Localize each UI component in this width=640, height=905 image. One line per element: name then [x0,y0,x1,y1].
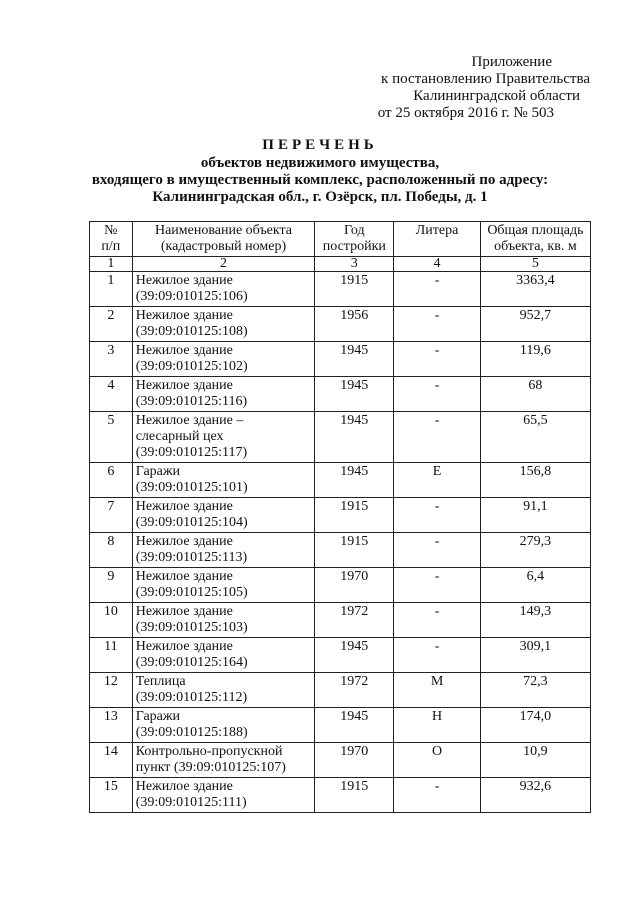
row-year: 1945 [315,708,394,743]
row-number: 14 [90,743,133,778]
header-number-line: п/п [101,239,121,254]
row-name-line: Нежилое здание [135,569,233,584]
row-name [132,412,315,463]
row-name [132,533,315,568]
title-heading: ПЕРЕЧЕНЬ [262,137,378,153]
row-name [132,307,315,342]
row-area: 279,3 [480,533,590,568]
row-number: 12 [90,673,133,708]
row-area: 156,8 [480,463,590,498]
row-area: 932,6 [480,778,590,813]
row-litera: Н [394,708,480,743]
row-year: 1915 [315,498,394,533]
row-number: 13 [90,708,133,743]
column-number: 3 [315,257,394,272]
header-year-line: Год [344,223,365,238]
row-name-line: Гаражи [135,709,181,724]
row-area: 6,4 [480,568,590,603]
row-name [132,708,315,743]
row-litera: - [394,638,480,673]
row-name-line: Нежилое здание – [135,413,244,428]
row-name [132,778,315,813]
table-row [90,412,591,463]
header-name [132,222,315,257]
row-name-line: слесарный цех [135,429,224,444]
row-number: 15 [90,778,133,813]
row-number: 6 [90,463,133,498]
row-area: 10,9 [480,743,590,778]
header-number [90,222,133,257]
row-name-line: (39:09:010125:108) [135,324,248,339]
header-area-line: объекта, кв. м [494,239,577,254]
row-name-line: Нежилое здание [135,779,233,794]
header-number-line: № [104,223,118,238]
row-name-line: (39:09:010125:112) [135,690,248,705]
column-number: 5 [480,257,590,272]
row-name-line: (39:09:010125:113) [135,550,248,565]
column-number: 4 [394,257,480,272]
row-year: 1915 [315,272,394,307]
row-name-line: пункт (39:09:010125:107) [135,760,286,775]
row-area: 174,0 [480,708,590,743]
table-row [90,638,591,673]
table-row [90,498,591,533]
row-name-line: (39:09:010125:164) [135,655,248,670]
row-name-line: (39:09:010125:116) [135,394,248,409]
row-name [132,377,315,412]
row-name-line: Нежилое здание [135,273,233,288]
header-area [480,222,590,257]
row-area: 91,1 [480,498,590,533]
row-name-line: (39:09:010125:103) [135,620,248,635]
row-litera: - [394,272,480,307]
row-name [132,272,315,307]
row-number: 11 [90,638,133,673]
row-year: 1956 [315,307,394,342]
appendix-date-line: от 25 октября 2016 г. № 503 [377,105,554,121]
row-number: 5 [90,412,133,463]
appendix-block [330,54,590,122]
row-name [132,568,315,603]
row-area: 309,1 [480,638,590,673]
row-year: 1972 [315,603,394,638]
appendix-label: Приложение [471,54,552,70]
column-number: 1 [90,257,133,272]
row-name [132,603,315,638]
row-name-line: Нежилое здание [135,499,233,514]
header-litera [394,222,480,257]
row-number: 10 [90,603,133,638]
table-row [90,307,591,342]
table-row [90,377,591,412]
row-litera: - [394,568,480,603]
table-row [90,342,591,377]
row-area: 3363,4 [480,272,590,307]
row-number: 3 [90,342,133,377]
row-name-line: (39:09:010125:104) [135,515,248,530]
row-number: 8 [90,533,133,568]
row-area: 68 [480,377,590,412]
row-name-line: (39:09:010125:101) [135,480,248,495]
row-litera: Е [394,463,480,498]
row-year: 1972 [315,673,394,708]
row-name-line: (39:09:010125:188) [135,725,248,740]
table-row [90,743,591,778]
row-litera: - [394,342,480,377]
row-litera: - [394,377,480,412]
header-name-line: (кадастровый номер) [160,239,287,254]
header-area-line: Общая площадь [487,223,584,238]
row-litera: - [394,778,480,813]
table-row [90,463,591,498]
table-row [90,533,591,568]
row-litera: - [394,412,480,463]
appendix-region-line: Калининградской области [413,88,580,104]
row-name-line: Нежилое здание [135,534,233,549]
row-year: 1915 [315,533,394,568]
row-number: 9 [90,568,133,603]
row-year: 1945 [315,638,394,673]
row-year: 1945 [315,342,394,377]
row-name-line: Нежилое здание [135,639,233,654]
header-year-line: постройки [322,239,386,254]
row-litera: - [394,307,480,342]
row-year: 1945 [315,463,394,498]
row-year: 1970 [315,743,394,778]
row-name [132,498,315,533]
row-name-line: Гаражи [135,464,181,479]
table-row [90,778,591,813]
row-name-line: (39:09:010125:102) [135,359,248,374]
row-name-line: Нежилое здание [135,378,233,393]
row-number: 4 [90,377,133,412]
column-number-row [90,257,591,272]
row-area: 72,3 [480,673,590,708]
row-name-line: (39:09:010125:117) [135,445,248,460]
row-number: 1 [90,272,133,307]
appendix-resolution-line: к постановлению Правительства [381,71,590,87]
row-year: 1970 [315,568,394,603]
table-row [90,272,591,307]
row-name-line: (39:09:010125:105) [135,585,248,600]
table-row [90,708,591,743]
title-line-1: объектов недвижимого имущества, [200,155,440,171]
column-number: 2 [132,257,315,272]
table-row [90,603,591,638]
row-name-line: (39:09:010125:106) [135,289,248,304]
row-name [132,743,315,778]
row-name [132,638,315,673]
row-name-line: Нежилое здание [135,604,233,619]
document-title [60,137,580,206]
row-name [132,463,315,498]
header-litera-line: Литера [415,223,459,238]
row-name-line: Нежилое здание [135,308,233,323]
table-row [90,673,591,708]
row-area: 149,3 [480,603,590,638]
property-table [89,221,591,813]
row-name-line: Теплица [135,674,186,689]
row-year: 1945 [315,412,394,463]
row-name-line: Контрольно-пропускной [135,744,283,759]
header-year [315,222,394,257]
row-name-line: (39:09:010125:111) [135,795,247,810]
table-header-row [90,222,591,257]
row-area: 119,6 [480,342,590,377]
row-year: 1915 [315,778,394,813]
row-litera: - [394,498,480,533]
row-litera: М [394,673,480,708]
row-litera: - [394,533,480,568]
row-area: 65,5 [480,412,590,463]
title-line-2: входящего в имущественный комплекс, расположенный по адресу: [91,172,549,188]
row-number: 7 [90,498,133,533]
row-name-line: Нежилое здание [135,343,233,358]
table-row [90,568,591,603]
table-body [90,272,591,813]
row-litera: О [394,743,480,778]
title-line-3: Калининградская обл., г. Озёрск, пл. Победы, д. 1 [152,189,488,205]
row-name [132,673,315,708]
row-number: 2 [90,307,133,342]
row-area: 952,7 [480,307,590,342]
row-name [132,342,315,377]
row-year: 1945 [315,377,394,412]
row-litera: - [394,603,480,638]
header-name-line: Наименование объекта [154,223,293,238]
